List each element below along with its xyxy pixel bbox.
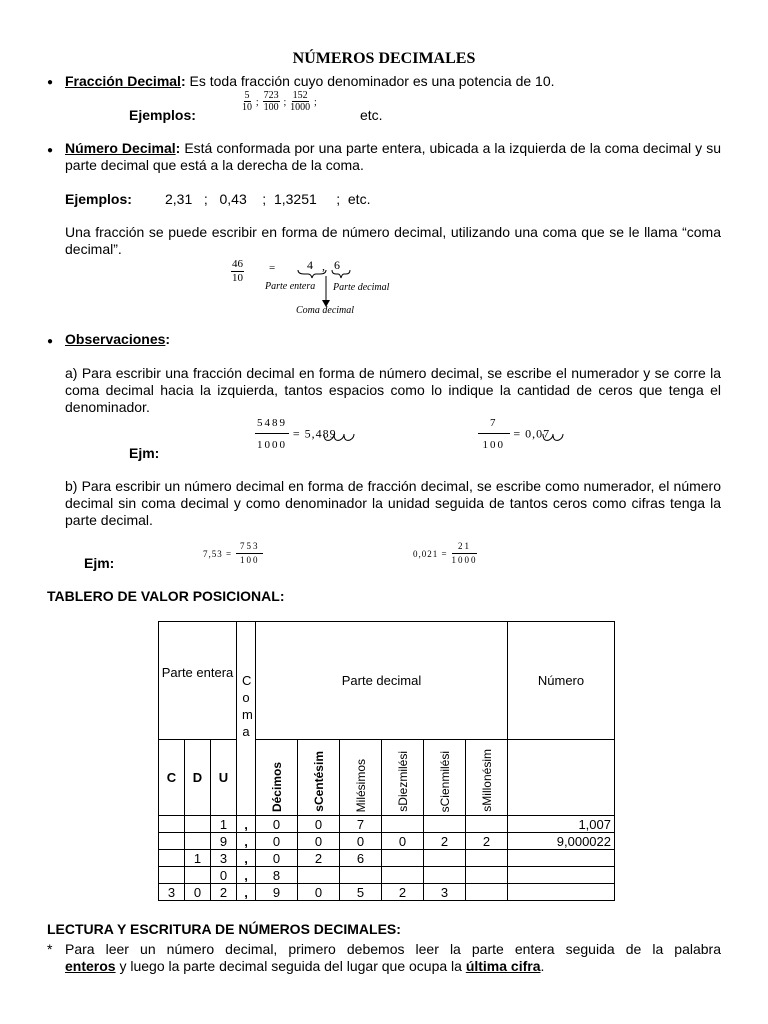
col-centesimos: sCentésim: [298, 740, 340, 816]
obs-b-example-1: 7,53 = $\frac{753}{100}$: [203, 540, 263, 567]
header-parte-decimal: Parte decimal: [256, 622, 508, 740]
col-d: D: [185, 740, 211, 816]
bullet-dot: ●: [47, 336, 54, 347]
table-row: 9 , 0 0 0 0 2 2 9,000022: [159, 833, 615, 850]
obs-a-example-2: $\frac{7}{100}$ = 0,07: [478, 415, 550, 453]
table-row: 3 0 2 , 9 0 5 2 3: [159, 884, 615, 901]
numero-explanation: Una fracción se puede escribir en forma de número decimal, utilizando una coma que se le llama “coma decimal”.: [65, 224, 721, 257]
col-cienmilesimos: sCienmilési: [424, 740, 466, 816]
fraction-example: $\frac{152}{1000}$: [290, 90, 311, 113]
obs-a-example-1: $\frac{5489}{1000}$ = 5,489: [257, 417, 337, 451]
diagram-int-label: Parte entera: [265, 281, 316, 292]
obs-a-ejm: Ejm:: [129, 445, 160, 461]
place-value-table: [158, 621, 615, 901]
fraction-example: $\frac{5}{10}$: [242, 90, 252, 113]
fraccion-etc: etc.: [360, 107, 383, 123]
bullet-dot: ●: [47, 145, 54, 156]
diagram-comma-label: Coma decimal: [296, 305, 355, 316]
header-numero: Número: [508, 622, 615, 740]
table-row: 1 , 0 0 7 1,007: [159, 816, 615, 833]
col-millonesimos: sMillonésim: [466, 740, 508, 816]
observaciones-a: a) Para escribir una fracción decimal en forma de número decimal, se escribe el numerador y se corre la coma decimal hacia la izquierda, tantos espacios como lo indique la cantidad de ceros que tenga el denominador.: [65, 365, 721, 415]
col-milesimos: Milésimos: [340, 740, 382, 816]
diagram-comma: ,: [322, 259, 325, 273]
page-title: NÚMEROS DECIMALES: [292, 50, 476, 67]
table-row: 0 , 8: [159, 867, 615, 884]
obs-b-ejm: Ejm:: [84, 555, 115, 571]
numero-examples: 2,31 ; 0,43 ; 1,3251 ; etc.: [165, 191, 371, 207]
table-row: 1 3 , 0 2 6: [159, 850, 615, 867]
lectura-line-2: enteros y luego la parte decimal seguida del lugar que ocupa la última cifra.: [65, 958, 545, 974]
decimal-loops: [322, 432, 356, 444]
numero-definition: Número Decimal: Está conformada por una parte entera, ubicada a la izquierda de la coma decimal y su parte decimal que está a la derecha de la coma.: [65, 140, 721, 173]
fraccion-definition: Fracción Decimal: Es toda fracción cuyo denominador es una potencia de 10.: [65, 73, 555, 89]
header-parte-entera: Parte entera: [159, 622, 237, 740]
observaciones-heading: Observaciones:: [65, 331, 171, 347]
col-decimos: Décimos: [256, 740, 298, 816]
diagram-int: 4: [307, 258, 313, 272]
fraction-example: $\frac{723}{100}$: [263, 90, 279, 113]
fraccion-term: Fracción Decimal: [65, 73, 181, 89]
header-coma: C o m a: [237, 622, 256, 816]
decimal-loops: [541, 432, 565, 444]
obs-b-example-2: 0,021 = $\frac{21}{1000}$: [413, 541, 478, 565]
tablero-heading: TABLERO DE VALOR POSICIONAL:: [47, 588, 285, 604]
col-diezmilesimos: sDiezmilési: [382, 740, 424, 816]
numero-examples-label: Ejemplos:: [65, 191, 132, 207]
lectura-line-1: Para leer un número decimal, primero debemos leer la parte entera seguida de la palabra: [65, 941, 721, 957]
diagram-dec-label: Parte decimal: [333, 282, 390, 293]
numero-term: Número Decimal: [65, 140, 176, 156]
diagram-dec: 6: [334, 258, 340, 272]
col-u: U: [211, 740, 237, 816]
bullet-dot: ●: [47, 77, 54, 88]
observaciones-b: b) Para escribir un número decimal en forma de fracción decimal, se escribe como numerador, el número decimal sin coma decimal y como denominador la unidad seguida de tantos ceros como cifras tenga la parte decimal.: [65, 478, 721, 528]
lectura-heading: LECTURA Y ESCRITURA DE NÚMEROS DECIMALES:: [47, 921, 401, 937]
fraccion-examples-label: Ejemplos:: [129, 107, 196, 123]
diagram-fraction: $\frac{46}{10}$: [232, 258, 243, 284]
lectura-star: *: [47, 941, 53, 957]
col-c: C: [159, 740, 185, 816]
fraccion-examples: $\frac{5}{10}$ ; $\frac{723}{100}$ ; $\frac{152}{1000}$ ;: [242, 90, 317, 113]
